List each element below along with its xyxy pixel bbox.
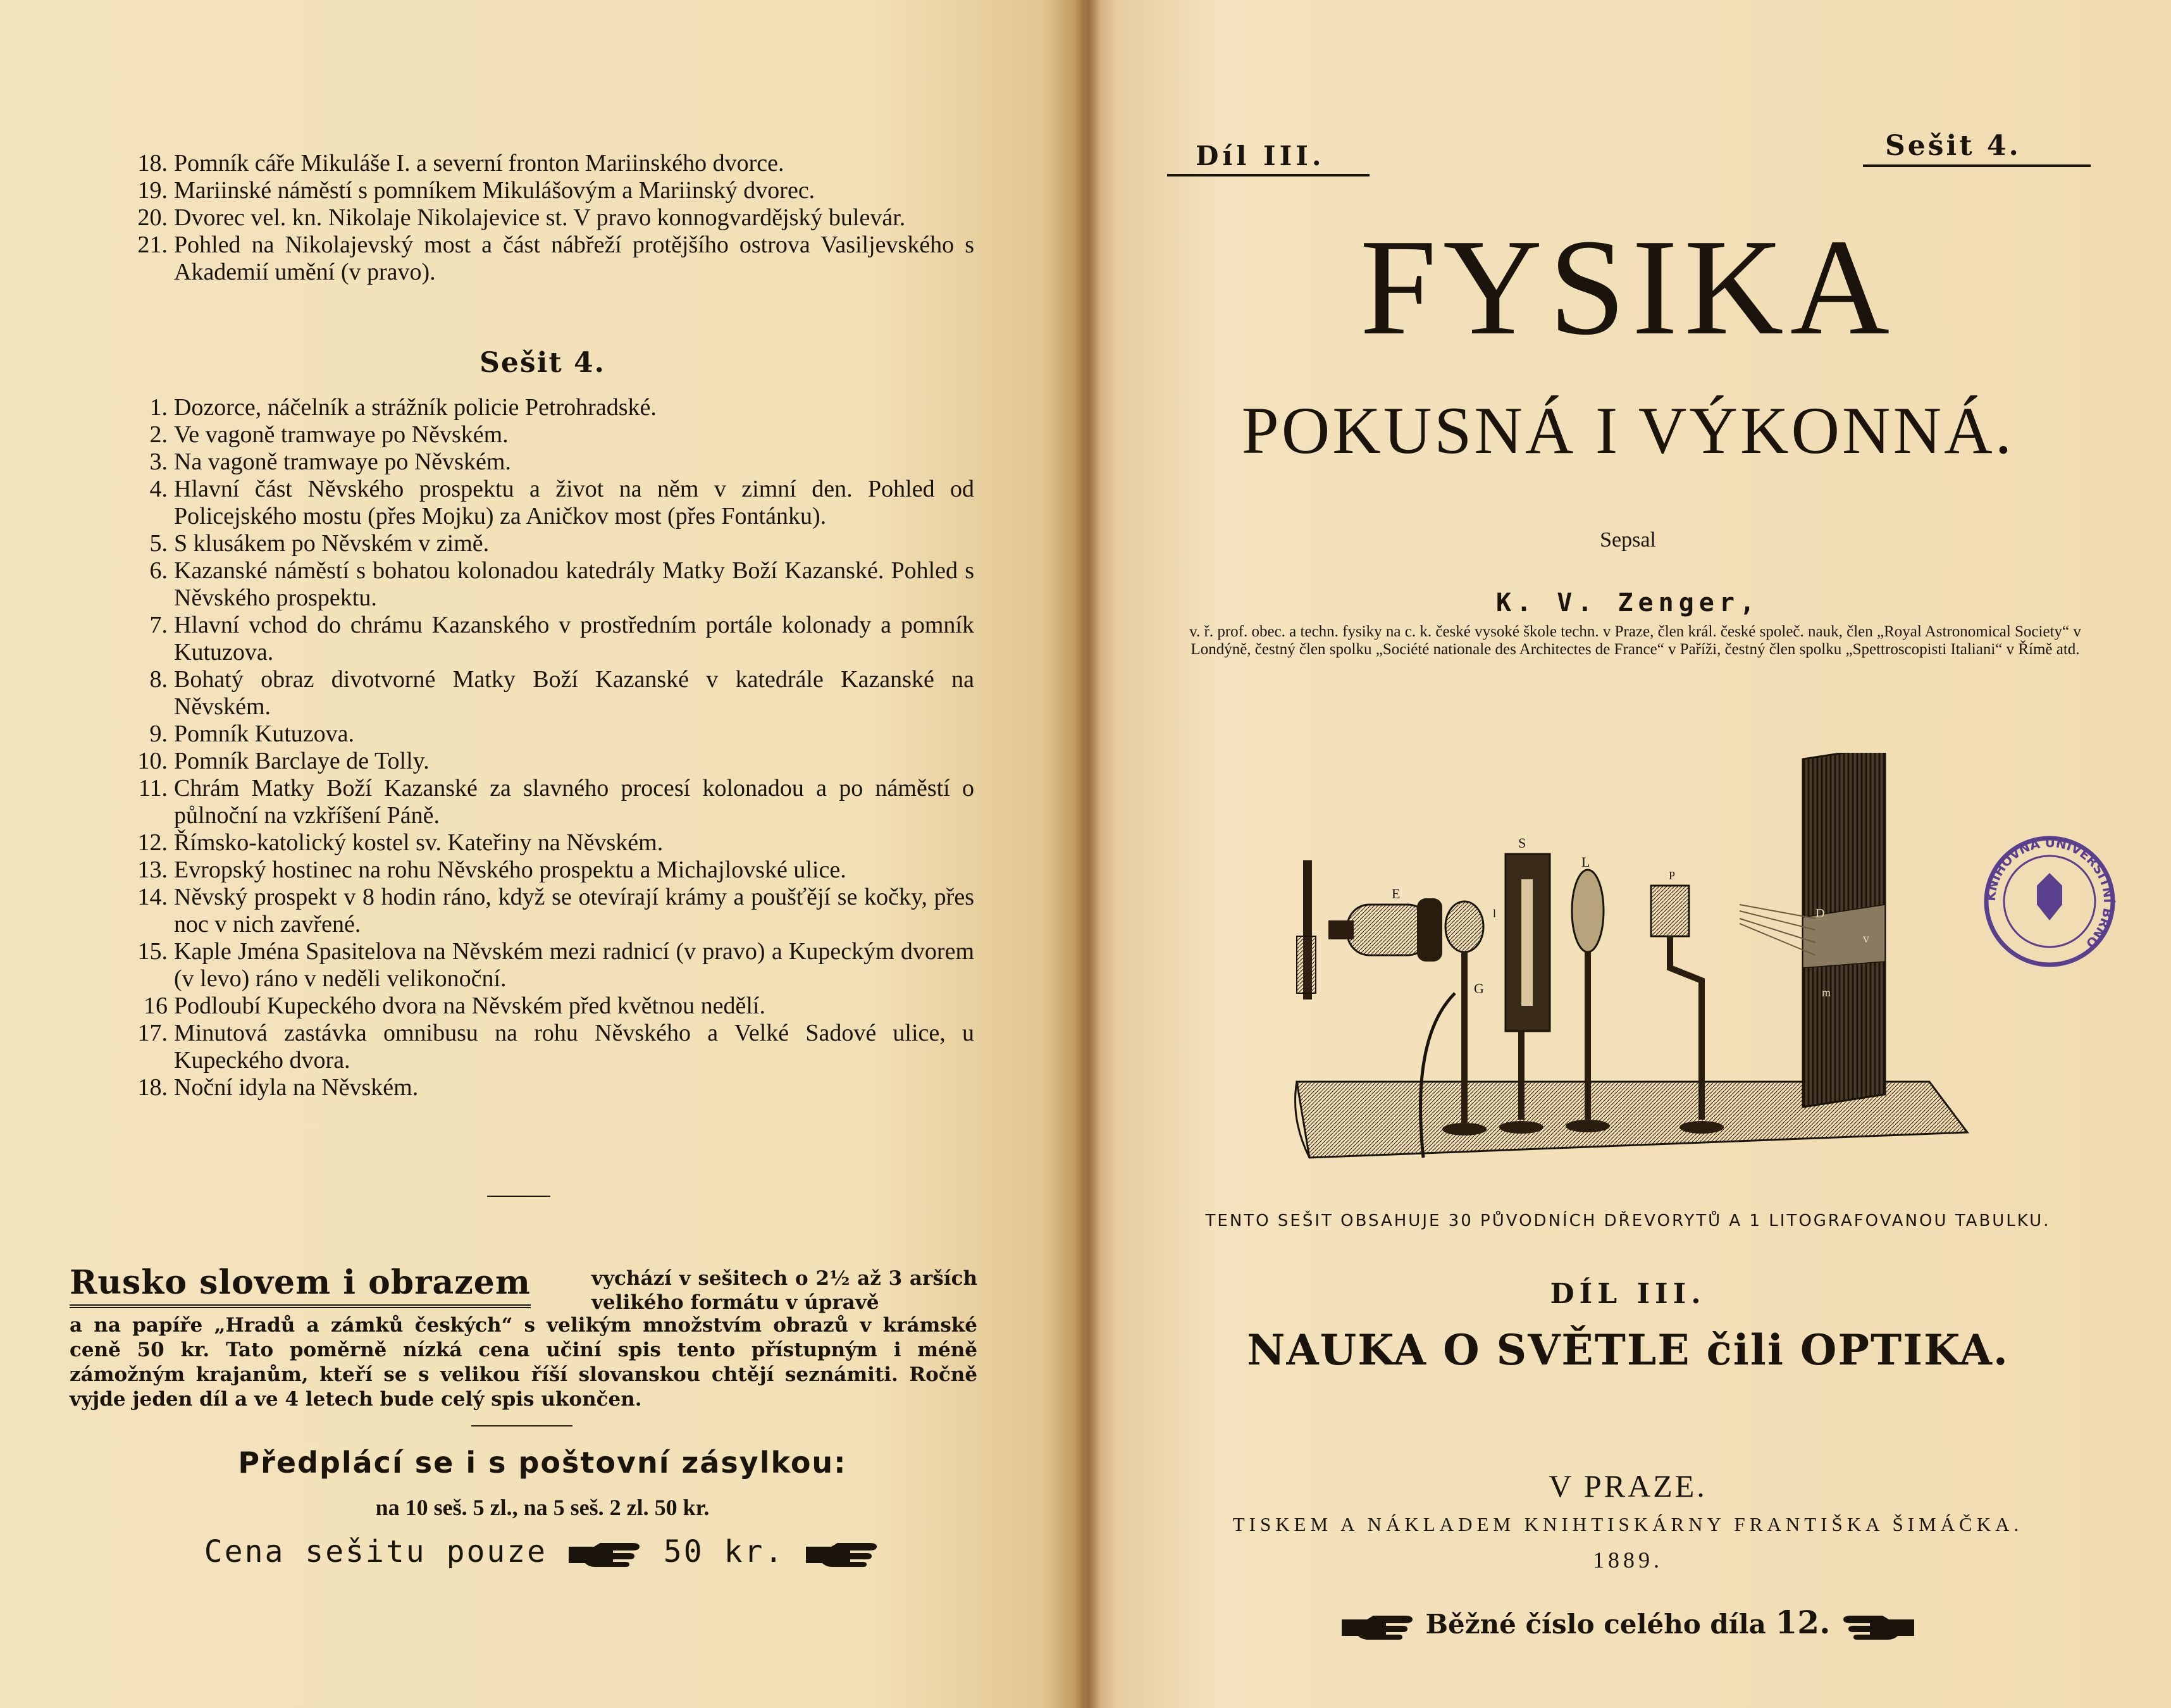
running-number-line: [1085, 1604, 2171, 1641]
list-item: [120, 232, 974, 286]
list-item-number: 20.: [137, 204, 168, 231]
svg-text:m: m: [1822, 986, 1831, 999]
list-item-text: Hlavní část Něvského prospektu a život na něm v zimní den. Pohled od Policejského mostu (přes Mojku) za Aničkov most (přes Fontánku).: [174, 476, 974, 529]
list-item-text: Evropský hostinec na rohu Něvského prospektu a Michajlovské ulice.: [174, 857, 846, 883]
list-item: [120, 829, 974, 857]
section-title: NAUKA O SVĚTLE čili OPTIKA.: [1247, 1325, 2009, 1375]
issue-price: [0, 1534, 1085, 1569]
list-item-number: 13.: [137, 857, 168, 883]
list-item-number: 11.: [138, 775, 168, 801]
ad-body: a na papíře „Hradů a zámků českých“ s velikým množstvím obrazů v krámské ceně 50 kr. Tato poměrně nízká cena učiní spis tento přístupným i méně zámožným krajanům, kteří se s velikou říší slovanskou chtějí seznámiti. Ročně vyjde jeden díl a ve 4 letech bude celý spis ukončen.: [70, 1314, 977, 1411]
image-list-continued: [120, 150, 974, 286]
list-item-text: Noční idyla na Něvském.: [174, 1074, 419, 1101]
list-item-text: Na vagoně tramwaye po Něvském.: [174, 449, 511, 475]
list-item-number: 10.: [137, 748, 168, 774]
place-of-publication: V PRAZE.: [1549, 1468, 1707, 1504]
list-item: [120, 530, 974, 557]
list-item-text: Chrám Matky Boží Kazanské za slavného procesí kolonadou a po náměstí o půlnoční na vzkříšení Páně.: [174, 775, 974, 829]
svg-text:v: v: [1863, 932, 1869, 946]
contents-note: TENTO SEŠIT OBSAHUJE 30 PŮVODNÍCH DŘEVORYTŮ A 1 LITOGRAFOVANOU TABULKU.: [1205, 1211, 2051, 1230]
issue-label-rule: [1863, 164, 2091, 167]
price-terms: na 10 seš. 5 zl., na 5 seš. 2 zl. 50 kr.: [375, 1495, 710, 1520]
list-item: [120, 857, 974, 884]
list-item: [120, 775, 974, 829]
list-item-number: 2.: [149, 421, 168, 448]
list-item-number: 3.: [149, 449, 168, 475]
list-item-number: 9.: [149, 721, 168, 747]
list-item-text: Římsko-katolický kostel sv. Kateřiny na Něvském.: [174, 829, 664, 856]
list-item-number: 8.: [149, 666, 168, 693]
author-name: K. V. Zenger,: [1495, 588, 1760, 617]
list-item-text: Mariinské náměstí s pomníkem Mikulášovým a Mariinský dvorec.: [174, 177, 815, 204]
pointing-hand-icon: [1840, 1613, 1915, 1640]
cena-label: Cena sešitu pouze: [204, 1534, 548, 1569]
list-item-text: Kaple Jména Spasitelova na Něvském mezi radnicí (v pravo) a Kupeckým dvorem (v levo) ráno v neděli velikonoční.: [174, 938, 974, 992]
list-item-number: 18.: [137, 150, 168, 176]
list-item-number: 4.: [149, 476, 168, 502]
list-item: [120, 1020, 974, 1074]
list-item: [120, 557, 974, 612]
svg-text:P: P: [1669, 869, 1676, 882]
list-item-text: Pomník Barclaye de Tolly.: [174, 748, 430, 774]
list-item: [120, 884, 974, 938]
list-item-text: Dvorec vel. kn. Nikolaje Nikolajevice st. V pravo konnogvardějský bulevár.: [174, 204, 906, 231]
list-item: [120, 666, 974, 721]
publication-year: 1889.: [1593, 1547, 1663, 1573]
pointing-hand-icon: [567, 1540, 643, 1567]
list-item-text: Kazanské náměstí s bohatou kolonadou katedrály Matky Boží Kazanské. Pohled s Něvského prospektu.: [174, 557, 974, 611]
title-page: [1085, 0, 2171, 1708]
list-item-text: Pohled na Nikolajevský most a část nábřeží protějšího ostrova Vasiljevského s Akademií umění (v pravo).: [174, 232, 974, 285]
cena-value: 50 kr.: [663, 1534, 785, 1569]
pointing-hand-icon: [1340, 1613, 1416, 1640]
ad-title: Rusko slovem i obrazem: [70, 1263, 531, 1308]
stamp-text: KNIHOVNA UNIVERSITNÍ BRNO: [1982, 834, 2117, 951]
optical-apparatus-engraving: [1284, 753, 1999, 1170]
written-by: Sepsal: [1600, 528, 1656, 552]
part-heading: DÍL III.: [1550, 1278, 1706, 1310]
list-item-text: Dozorce, náčelník a strážník policie Petrohradské.: [174, 394, 657, 421]
list-item-text: Pomník Kutuzova.: [174, 721, 354, 747]
svg-text:L: L: [1581, 854, 1590, 870]
list-item: [120, 394, 974, 421]
publisher: TISKEM A NÁKLADEM KNIHTISKÁRNY FRANTIŠKA ŠIMÁČKA.: [1232, 1513, 2024, 1535]
running-number: 12.: [1775, 1604, 1831, 1641]
list-item: [120, 612, 974, 666]
issue-label: Sešit 4.: [1885, 130, 2021, 162]
svg-text:E: E: [1392, 886, 1401, 901]
list-item-number: 12.: [137, 829, 168, 856]
divider: [487, 1196, 550, 1197]
list-item: [120, 748, 974, 775]
svg-text:S: S: [1518, 835, 1526, 851]
list-item-text: Ve vagoně tramwaye po Něvském.: [174, 421, 509, 448]
library-stamp: [1977, 829, 2122, 974]
list-item-number: 18.: [137, 1074, 168, 1101]
running-label: Běžné číslo celého díla: [1425, 1609, 1766, 1640]
list-item: [120, 150, 974, 177]
part-label-rule: [1167, 174, 1370, 176]
book-title: FYSIKA: [1359, 211, 1896, 364]
svg-text:G: G: [1474, 981, 1484, 996]
list-item: [120, 177, 974, 204]
list-item: [120, 721, 974, 748]
list-item-number: 5.: [149, 530, 168, 557]
ad-body-first: vychází v sešitech o 2½ až 3 arších velikého formátu v úpravě: [591, 1267, 977, 1314]
list-item: [120, 476, 974, 530]
list-item-number: 16: [144, 993, 168, 1019]
svg-text:l: l: [1493, 907, 1497, 920]
list-item: [120, 421, 974, 449]
list-item: [120, 204, 974, 232]
list-item-text: Podloubí Kupeckého dvora na Něvském před květnou nedělí.: [174, 993, 765, 1019]
author-credentials: v. ř. prof. obec. a techn. fysiky na c. k. české vysoké škole techn. v Praze, člen král. české společ. nauk, člen „Royal Astronomical Society“ v Londýně, čestný člen spolku „Société nationale des Architectes de France“ v Paříži, čestný člen spolku „Spettroscopisti Italiani“ v Římě atd.: [1189, 623, 2081, 658]
list-item-text: S klusákem po Něvském v zimě.: [174, 530, 490, 557]
list-item-text: Bohatý obraz divotvorné Matky Boží Kazanské v katedrále Kazanské na Něvském.: [174, 666, 974, 720]
list-item-number: 21.: [137, 232, 168, 258]
list-item-text: Pomník cáře Mikuláše I. a severní fronton Mariinského dvorce.: [174, 150, 784, 176]
divider: [471, 1425, 572, 1426]
book-subtitle: POKUSNÁ I VÝKONNÁ.: [1241, 393, 2015, 467]
list-item-number: 1.: [149, 394, 168, 421]
svg-text:D: D: [1815, 907, 1825, 920]
list-item: [120, 449, 974, 476]
pointing-hand-icon: [805, 1540, 881, 1567]
list-item-text: Minutová zastávka omnibusu na rohu Něvského a Velké Sadové ulice, u Kupeckého dvora.: [174, 1020, 974, 1074]
list-item-number: 14.: [137, 884, 168, 910]
subscribe-line: Předplácí se i s poštovní zásylkou:: [238, 1445, 847, 1480]
list-item: [120, 993, 974, 1020]
list-item-number: 17.: [137, 1020, 168, 1046]
list-item: [120, 1074, 974, 1101]
list-item: [120, 938, 974, 993]
list-item-number: 7.: [149, 612, 168, 638]
list-item-number: 19.: [137, 177, 168, 204]
list-item-number: 15.: [137, 938, 168, 965]
list-item-text: Něvský prospekt v 8 hodin ráno, když se otevírají krámy a poušťějí se kočky, přes noc v nich zavřené.: [174, 884, 974, 938]
list-item-text: Hlavní vchod do chrámu Kazanského v prostředním portále kolonady a pomník Kutuzova.: [174, 612, 974, 665]
list-item-number: 6.: [149, 557, 168, 584]
sesit-heading: Sešit 4.: [479, 347, 605, 379]
part-label: Díl III.: [1196, 140, 1325, 171]
image-list-sesit-4: [120, 394, 974, 1101]
